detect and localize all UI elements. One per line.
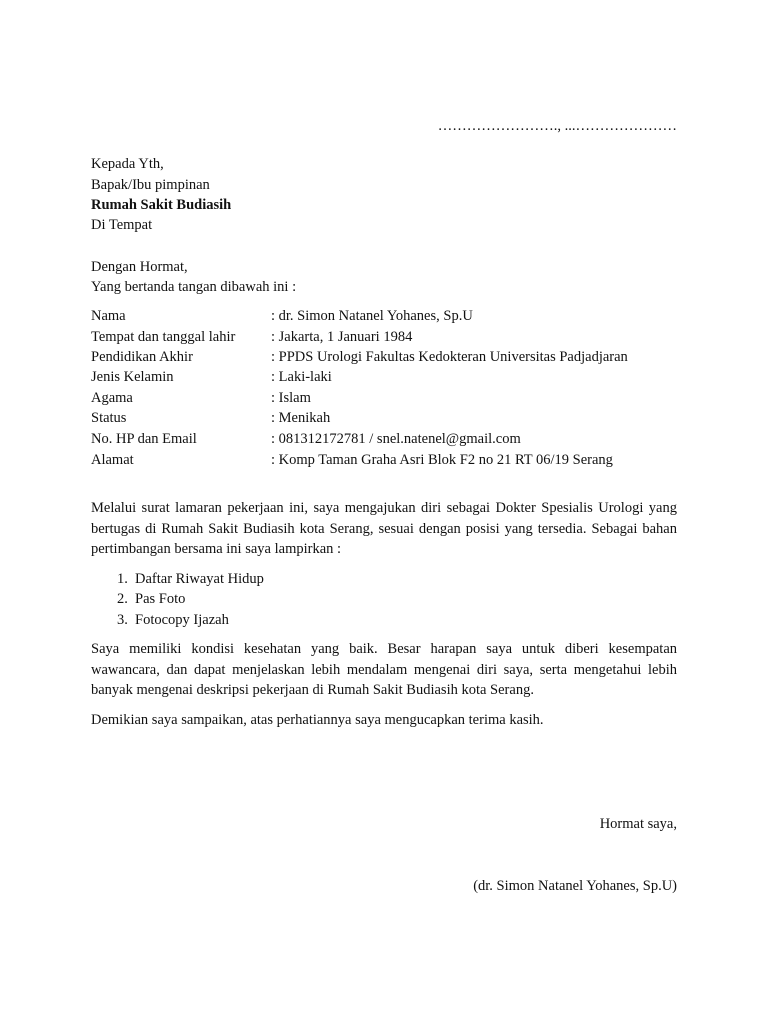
detail-value: : 081312172781 / snel.natenel@gmail.com (271, 431, 521, 447)
list-text: Fotocopy Ijazah (135, 612, 229, 628)
detail-row-agama (91, 388, 691, 408)
detail-row-jenis-kelamin (91, 367, 691, 387)
recipient-institution: Rumah Sakit Budiasih (91, 197, 232, 213)
salutation: Dengan Hormat, (91, 259, 188, 275)
body-paragraph-1: Melalui surat lamaran pekerjaan ini, saya mengajukan diri sebagai Dokter Spesialis Urologi yang bertugas di Rumah Sakit Budiasih kota Serang, sesuai dengan posisi yang tersedia. Sebagai bahan pertimbangan bersama ini saya lampirkan : (91, 500, 677, 557)
detail-label: Alamat (91, 452, 134, 468)
detail-value: : PPDS Urologi Fakultas Kedokteran Universitas Padjadjaran (271, 349, 628, 365)
signature-name: (dr. Simon Natanel Yohanes, Sp.U) (473, 878, 677, 894)
recipient-greeting: Kepada Yth, (91, 156, 164, 172)
place-date-line: ……………………., ...………………… (437, 118, 677, 134)
list-item (117, 610, 229, 630)
detail-label: Tempat dan tanggal lahir (91, 329, 236, 345)
list-item (117, 589, 185, 609)
list-number: 3. (117, 612, 128, 628)
recipient-location: Di Tempat (91, 217, 153, 233)
detail-row-kontak (91, 429, 691, 449)
detail-row-status (91, 408, 691, 428)
detail-label: Pendidikan Akhir (91, 349, 193, 365)
body-paragraph-2: Saya memiliki kondisi kesehatan yang baik. Besar harapan saya untuk diberi kesempatan wawancara, dan dapat menjelaskan lebih mendalam mengenai diri saya, serta mengetahui lebih banyak mengenai deskripsi pekerjaan di Rumah Sakit Budiasih kota Serang. (91, 641, 677, 698)
detail-value: : Jakarta, 1 Januari 1984 (271, 329, 413, 345)
list-item (117, 569, 264, 589)
detail-value: : Menikah (271, 410, 331, 426)
detail-label: No. HP dan Email (91, 431, 197, 447)
detail-label: Jenis Kelamin (91, 369, 174, 385)
detail-label: Agama (91, 390, 133, 406)
detail-row-alamat (91, 450, 691, 470)
intro-line: Yang bertanda tangan dibawah ini : (91, 279, 297, 295)
detail-value: : Laki-laki (271, 369, 332, 385)
detail-value: : dr. Simon Natanel Yohanes, Sp.U (271, 308, 473, 324)
list-text: Daftar Riwayat Hidup (135, 571, 264, 587)
list-number: 1. (117, 571, 128, 587)
body-paragraph-3: Demikian saya sampaikan, atas perhatiannya saya mengucapkan terima kasih. (91, 712, 544, 728)
detail-row-nama (91, 306, 691, 326)
detail-row-pendidikan (91, 347, 691, 367)
closing-regards: Hormat saya, (599, 816, 677, 832)
list-number: 2. (117, 591, 128, 607)
detail-row-ttl (91, 327, 691, 347)
detail-label: Status (91, 410, 127, 426)
detail-value: : Islam (271, 390, 311, 406)
detail-value: : Komp Taman Graha Asri Blok F2 no 21 RT 06/19 Serang (271, 452, 613, 468)
list-text: Pas Foto (135, 591, 186, 607)
detail-label: Nama (91, 308, 126, 324)
recipient-title: Bapak/Ibu pimpinan (91, 177, 210, 193)
